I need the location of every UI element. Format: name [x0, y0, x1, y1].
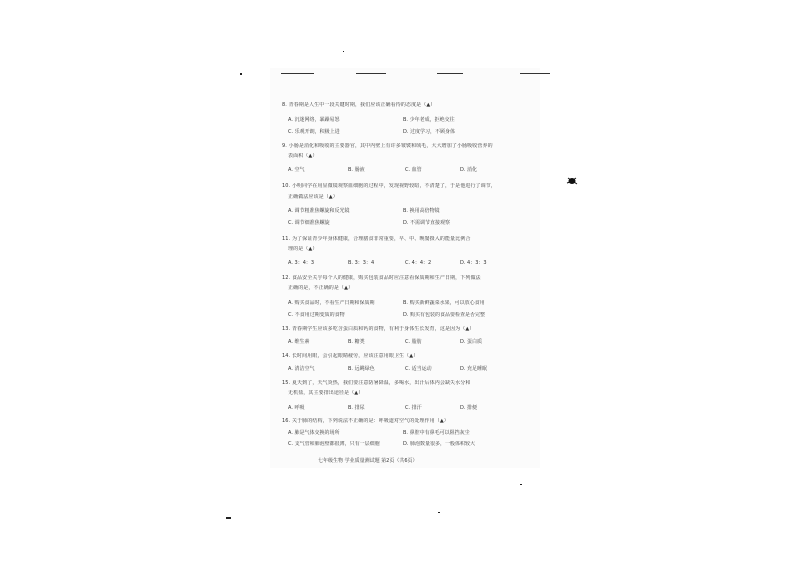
question-stem-cont: 正确做法应该是（▲） [288, 194, 338, 200]
question-stem: 12. 食品安全关乎每个人的健康，购买包装食品时应注意看保质期和生产日期，下列做法 [282, 275, 481, 281]
option-a: A. 维生素 [288, 339, 310, 345]
page-footer: 七年级生物 学业质量测试题 第2页（共6页） [318, 458, 418, 464]
option-b: B. 鼻腔中有鼻毛可以阻挡灰尘 [403, 430, 470, 436]
option-d: D. 4：3：3 [460, 260, 487, 266]
option-b: B. 糖类 [348, 339, 365, 345]
option-d: D. 消化 [460, 167, 478, 173]
option-a: A. 清洁空气 [288, 366, 315, 372]
header-rule [281, 73, 314, 74]
option-c: C. 血管 [405, 167, 422, 173]
question-stem: 10. 小明同学在用显微镜观察血细胞的过程中，发现视野较暗，不清楚了，于是他进行了调节， [282, 183, 496, 189]
option-b: B. 3：3：4 [348, 260, 375, 266]
option-d: D. 购买有包装的食品要检查是否完整 [403, 312, 486, 318]
question-stem: 11. 为了保证青少年身体健康，合理膳食非常重要，早、中、晚餐摄入的能量比例合 [282, 236, 471, 242]
option-d: D. 蛋白质 [460, 339, 483, 345]
question-stem: 15. 夏天到了，天气炎热，我们要注意防暑降温，多喝水，出汗后体内会缺失水分和 [282, 380, 471, 386]
scan-speck [226, 517, 231, 519]
option-c: C. 调节细准焦螺旋 [288, 220, 330, 226]
question-stem: 8. 青春期是人生中一段关键时期，我们应该正确看待的态度是（▲） [282, 102, 436, 108]
ink-blot-icon [566, 176, 578, 186]
option-a: A. 3：4：3 [288, 260, 315, 266]
option-d: D. 不需调节直接观察 [403, 220, 451, 226]
option-a: A. 调节粗准焦螺旋和反光镜 [288, 208, 350, 214]
option-c: C. 排汗 [405, 405, 422, 411]
option-b: B. 购买新鲜蔬菜水果，可以放心食用 [403, 300, 485, 306]
option-b: B. 换用高倍物镜 [403, 208, 440, 214]
option-b: B. 远眺绿色 [348, 366, 375, 372]
option-a: A. 购买食品时，不看生产日期和保质期 [288, 300, 375, 306]
question-stem-cont: 正确的是，不正确的是（▲） [288, 285, 354, 291]
option-c: C. 不食用过期变质的食物 [288, 312, 345, 318]
question-stem-cont: 无机盐，其主要排出途径是（▲） [288, 390, 364, 396]
option-c: C. 乐观开朗，积极上进 [288, 129, 340, 135]
scan-speck [240, 73, 242, 75]
question-stem: 9. 小肠是消化和吸收的主要器官，其中内壁上有许多皱襞和绒毛，大大增加了小肠吸收营养的 [282, 143, 493, 149]
option-b: B. 排尿 [348, 405, 365, 411]
question-stem: 14. 长时间用眼，会引起眼睛疲劳，应该注意用眼卫生（▲） [282, 353, 419, 359]
option-a: A. 肺是气体交换的场所 [288, 430, 340, 436]
option-d: D. 充足睡眠 [460, 366, 488, 372]
option-c: C. 适当运动 [405, 366, 432, 372]
header-rule [356, 73, 386, 74]
option-d: D. 过度学习，不顾身体 [403, 129, 456, 135]
header-rule [437, 73, 463, 74]
question-stem-cont: 表面积（▲） [288, 153, 318, 159]
option-a: A. 空气 [288, 167, 305, 173]
option-c: C. 脂肪 [405, 339, 422, 345]
scan-speck [343, 51, 344, 52]
option-c: C. 支气管和肺泡壁都很薄，只有一层细胞 [288, 441, 380, 447]
scan-speck [438, 512, 440, 513]
scan-speck [520, 484, 522, 485]
question-stem: 13. 青春期学生应该多吃含蛋白质和钙的食物，有利于身体生长发育，这是因为（▲） [282, 326, 475, 332]
option-d: D. 肺泡数量很多，一般体积较大 [403, 441, 476, 447]
option-a: A. 沉迷网络，暴躁易怒 [288, 117, 340, 123]
question-stem-cont: 理的是（▲） [288, 246, 318, 252]
option-a: A. 呼吸 [288, 405, 305, 411]
option-b: B. 肠液 [348, 167, 365, 173]
option-d: D. 排便 [460, 405, 478, 411]
option-c: C. 4：4：2 [405, 260, 432, 266]
option-b: B. 少年老成，拒绝交往 [403, 117, 455, 123]
header-rule [520, 73, 550, 74]
question-stem: 16. 关于肺的结构，下列说法不正确的是：呼吸道对空气的处理作用（▲） [282, 418, 449, 424]
